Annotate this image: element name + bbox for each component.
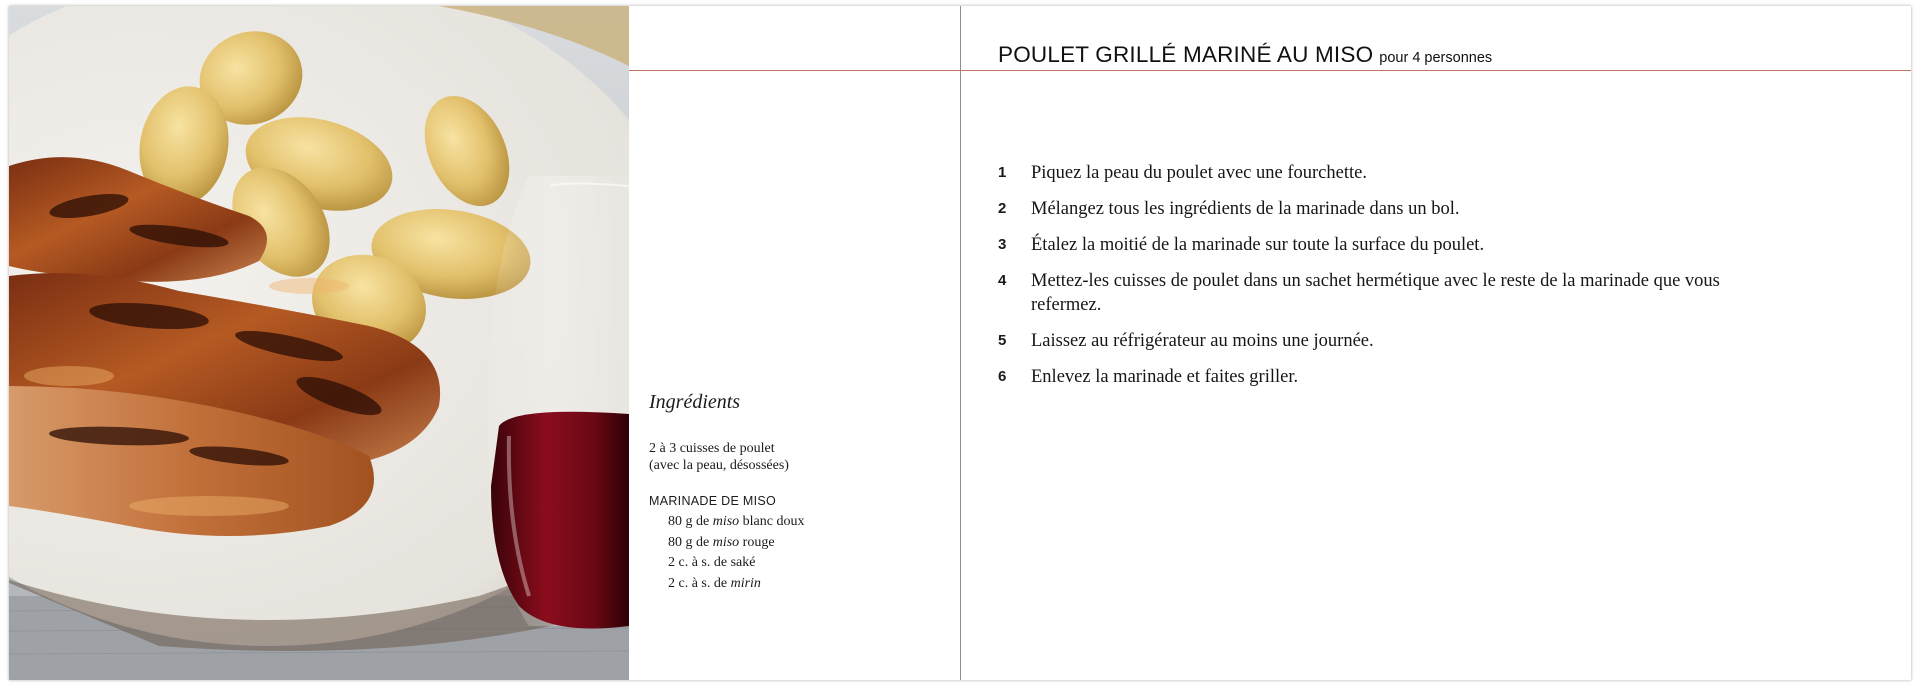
step-text: Mettez-les cuisses de poulet dans un sachet hermétique avec le reste de la marinade que vous refermez. <box>1031 271 1720 315</box>
step-text: Mélangez tous les ingrédients de la marinade dans un bol. <box>1031 199 1460 219</box>
step-text: Laissez au réfrigérateur au moins une journée. <box>1031 331 1374 351</box>
ingredients-section <box>649 391 949 594</box>
marinade-item: 2 c. à s. de saké <box>668 555 756 570</box>
recipe-title <box>998 42 1492 68</box>
main-ingredient-line1: 2 à 3 cuisses de poulet <box>649 441 775 456</box>
step-item <box>998 161 1738 185</box>
header-rule <box>629 70 1911 71</box>
step-item <box>998 233 1738 257</box>
marinade-list <box>649 512 949 594</box>
dish-illustration <box>9 6 629 680</box>
recipe-title-text: POULET GRILLÉ MARINÉ AU MISO <box>998 42 1374 67</box>
page-gutter <box>960 6 961 680</box>
step-number: 1 <box>998 164 1007 181</box>
marinade-item: 80 g de miso blanc doux <box>668 514 805 529</box>
step-item <box>998 197 1738 221</box>
step-number: 6 <box>998 368 1007 385</box>
step-number: 4 <box>998 272 1007 289</box>
dish-photo <box>9 6 629 680</box>
step-number: 5 <box>998 332 1007 349</box>
step-text: Piquez la peau du poulet avec une fourchette. <box>1031 163 1367 183</box>
recipe-spread <box>9 6 1911 680</box>
marinade-heading: MARINADE DE MISO <box>649 494 777 508</box>
ingredients-heading: Ingrédients <box>649 391 741 413</box>
steps-list <box>998 161 1738 401</box>
step-number: 3 <box>998 236 1007 253</box>
step-item <box>998 269 1738 317</box>
marinade-item: 2 c. à s. de mirin <box>668 575 761 591</box>
step-text: Enlevez la marinade et faites griller. <box>1031 367 1299 387</box>
step-text: Étalez la moitié de la marinade sur toute la surface du poulet. <box>1031 235 1485 255</box>
step-item <box>998 329 1738 353</box>
recipe-servings: pour 4 personnes <box>1379 50 1493 66</box>
main-ingredient <box>649 440 949 474</box>
step-item <box>998 365 1738 389</box>
step-number: 2 <box>998 200 1007 217</box>
main-ingredient-line2: (avec la peau, désossées) <box>649 458 789 473</box>
marinade-item: 80 g de miso rouge <box>668 534 775 550</box>
